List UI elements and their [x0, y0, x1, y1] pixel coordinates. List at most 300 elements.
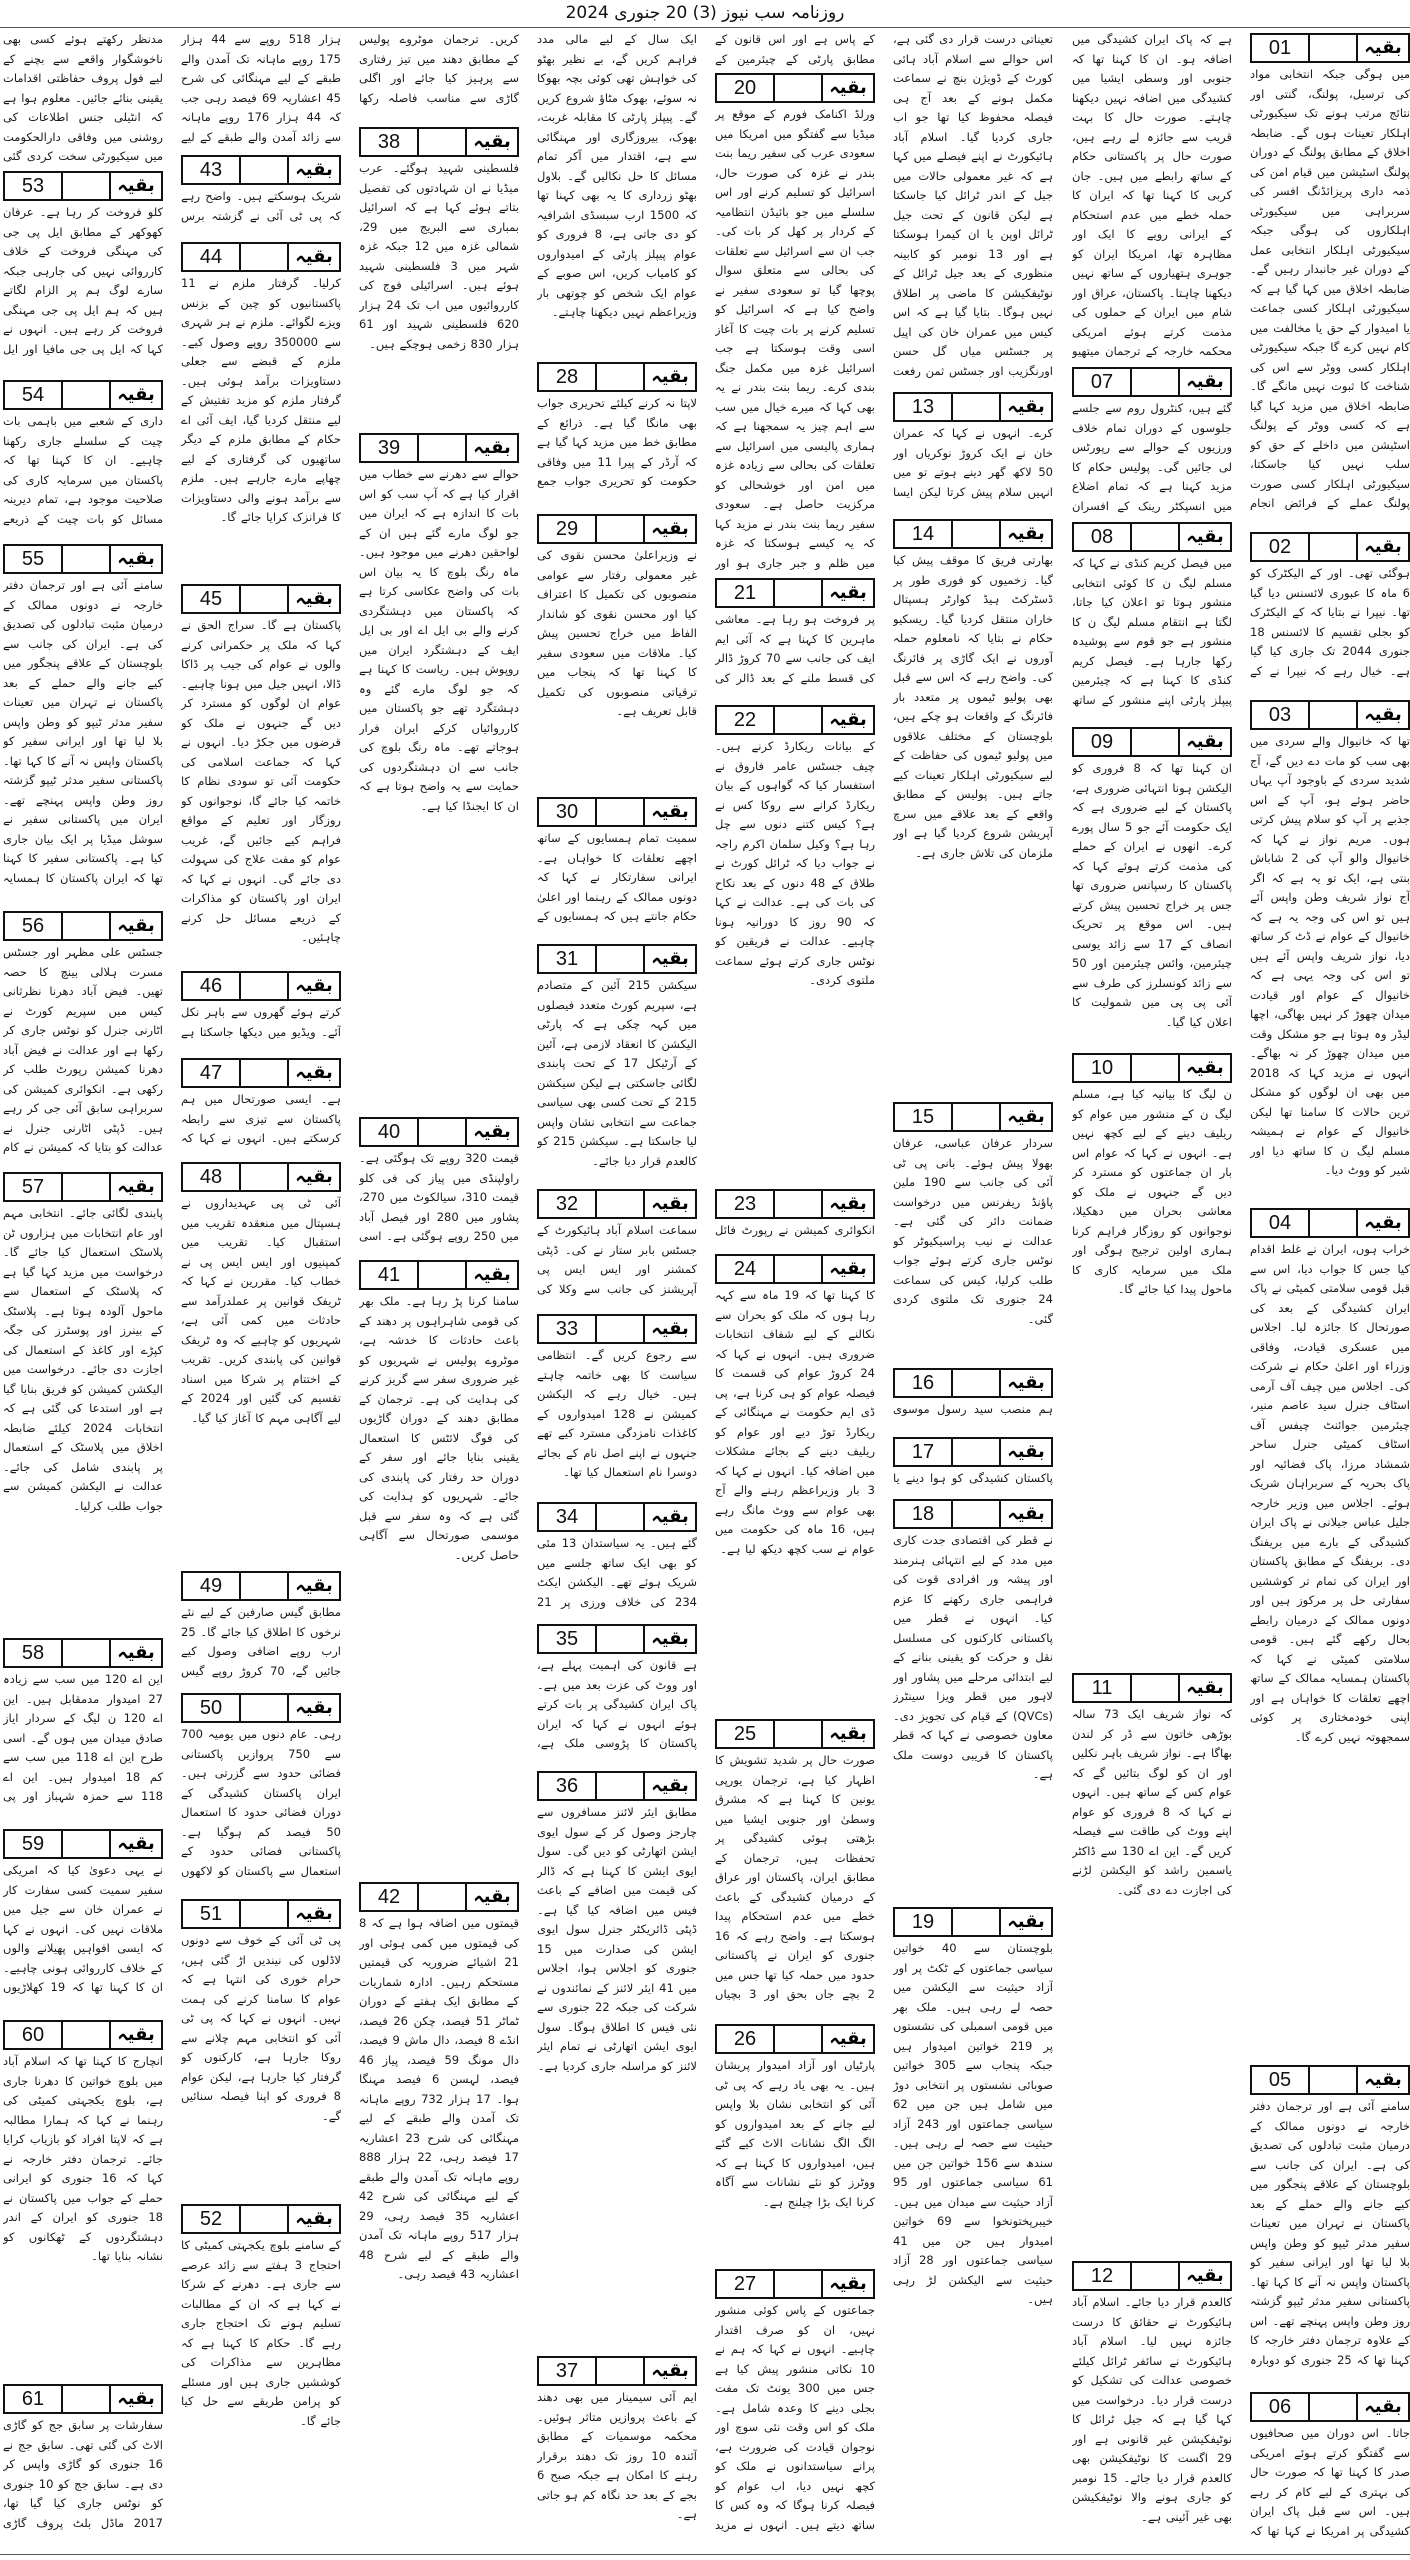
- box-spacer: [63, 1831, 111, 1857]
- column-5: [537, 30, 697, 2552]
- continuation-text: سے رجوع کریں گے۔ انتظامی سیاست کا بھی خاتمہ چاہتے ہیں۔ خیال رہے کہ الیکشن کمیشن نے 128 امیدواروں کے کاغذات نامزدگی مسترد کیے تھے جنہوں نے اپنے اصل نام کے بجائے دوسرا نام استعمال کیا تھا۔: [537, 1348, 697, 1479]
- continuation-number: 40: [361, 1119, 419, 1145]
- continuation-number: 12: [1074, 2263, 1132, 2289]
- continuation-text: مطابق گیس صارفین کے لیے نئے نرخوں کا اطلاق کیا جائے گا۔ 25 ارب روپے اضافی وصول کیے جائیں گے، 70 کروڑ روپے گیس: [181, 1605, 341, 1678]
- continuation-number: 34: [539, 1504, 597, 1530]
- continuation-label: بقیہ: [117, 384, 155, 405]
- column-4: [715, 30, 875, 2552]
- continuation-box: [537, 362, 697, 392]
- box-spacer: [1310, 1210, 1358, 1236]
- box-spacer: [597, 1626, 645, 1652]
- continuation-number: 57: [5, 1174, 63, 1200]
- continuation-box: [3, 2020, 163, 2050]
- column-1: [1250, 30, 1410, 2552]
- continuation-number: 01: [1252, 35, 1310, 61]
- continuation-text: ن لیگ کا بیانیہ کیا ہے، مسلم لیگ ن کے منشور میں عوام کو ریلیف دینے کے لیے کچھ نہیں ہے۔ انہوں نے کہا کہ عوام اس بار ان جماعتوں کو مسترد کر دیں گے جنہوں نے ملک کو معاشی بحران میں دھکیلا، نوجوانوں کو روزگار فراہم کرنا ہماری اولین ترجیح ہوگی اور ملک میں سرمایہ کاری کا ماحول پیدا کیا جائے گا۔: [1072, 1087, 1232, 1296]
- column-3: [893, 30, 1053, 2552]
- box-spacer: [241, 973, 289, 999]
- continuation-text: این اے 120 میں سب سے زیادہ 27 امیدوار مدمقابل ہیں۔ این اے 120 ن لیگ کے سردار ایاز صادق میدان میں ہوں گے۔ اسی طرح این اے 118 میں سب سے کم 18 امیدوار ہیں۔ این اے 118 سے حمزہ شہباز اور پی: [3, 1672, 163, 1803]
- continuation-text: کرے۔ انہوں نے کہا کہ عمران خان نے ایک کروڑ نوکریاں اور 50 لاکھ گھر دینے ہوتے تو میں انہیں سلام پیش کرتا لیکن ایسا: [893, 426, 1053, 499]
- box-spacer: [63, 546, 111, 572]
- box-spacer: [241, 1164, 289, 1190]
- continuation-label: بقیہ: [1364, 1212, 1402, 1233]
- continuation-label: بقیہ: [829, 1723, 867, 1744]
- box-spacer: [953, 1501, 1001, 1527]
- continuation-label: بقیہ: [1007, 1372, 1045, 1393]
- continuation-label: بقیہ: [295, 1062, 333, 1083]
- continuation-box: [181, 1899, 341, 1929]
- continuation-text: ہے قانون کی اہمیت پہلے ہے، اور ووٹ کی عزت بعد میں ہے۔ پاک ایران کشیدگی پر بات کرتے ہوئے انہوں نے کہا کہ ایران پاکستان کا پڑوسی ملک ہے،: [537, 1658, 697, 1750]
- continuation-label: بقیہ: [651, 1318, 689, 1339]
- continuation-label: بقیہ: [1007, 396, 1045, 417]
- continuation-number: 48: [183, 1164, 241, 1190]
- continuation-label: بقیہ: [295, 159, 333, 180]
- continuation-box: [715, 578, 875, 608]
- continuation-box: [181, 1162, 341, 1192]
- continuation-label: بقیہ: [1364, 2069, 1402, 2090]
- continuation-number: 26: [717, 2026, 775, 2052]
- continuation-number: 06: [1252, 2394, 1310, 2420]
- continuation-text: ان کہنا تھا کہ 8 فروری کو الیکشن ہونا انتہائی ضروری ہے، پاکستان کے لیے ضروری ہے کہ ایک حکومت آئے جو 5 سال پورے کرے۔ انھوں نے ایران کے حملے کی مذمت کرتے ہوئے کہا کہ پاکستان کا رسپانس ضروری تھا جس پر خراج تحسین پیش کرتے ہیں۔ اس موقع پر تحریک انصاف کے 17 سے زائد یوسی چیئرمین، وائس چیئرمین اور 50 سے زائد کونسلرز کی طرف سے آئی پی پی میں شمولیت کا اعلان کیا گیا۔: [1072, 761, 1232, 1029]
- continuation-text: سامنے آئی ہے اور ترجمان دفتر خارجہ نے دونوں ممالک کے درمیان مثبت تبادلوں کی تصدیق کی ہے۔ ایران کی جانب سے بلوچستان کے علاقے پنجگور میں کیے جانے والے حملے کے بعد پاکستان نے تہران میں تعینات سفیر مدثر ٹیپو کو وطن واپس بلا لیا تھا اور ایرانی سفیر کو پاکستان واپس نہ آنے کا کہا تھا۔ پاکستانی سفیر مدثر ٹیپو گزشتہ روز وطن واپس پہنچے تھے۔ ایران میں پاکستانی سفیر نے سوشل میڈیا پر ایک بیان جاری کیا ہے۔ پاکستانی سفیر کا کہنا تھا کہ ایران پاکستان کا ہمسایہ: [3, 578, 163, 885]
- box-spacer: [63, 2386, 111, 2412]
- box-spacer: [1310, 534, 1358, 560]
- continuation-number: 10: [1074, 1055, 1132, 1081]
- continuation-box: [1250, 532, 1410, 562]
- continuation-number: 03: [1252, 702, 1310, 728]
- box-spacer: [953, 521, 1001, 547]
- continuation-label: بقیہ: [829, 77, 867, 98]
- continuation-label: بقیہ: [1364, 536, 1402, 557]
- continuation-box: [1072, 2261, 1232, 2291]
- continuation-label: بقیہ: [473, 131, 511, 152]
- continuation-box: [1250, 2065, 1410, 2095]
- column-6: [359, 30, 519, 2552]
- continuation-box: [1250, 1208, 1410, 1238]
- continuation-text: ہے۔ ایسی صورتحال میں ہم پاکستان سے تیزی سے رابطہ کرسکتے ہیں۔ انہوں نے کہا کہ: [181, 1092, 341, 1145]
- continuation-number: 46: [183, 973, 241, 999]
- continuation-text: جماعتوں کے پاس کوئی منشور نہیں، ان کو صرف اقتدار چاہیے۔ انہوں نے کہا کہ ہم نے 10 نکاتی منشور پیش کیا ہے جس میں 300 یونٹ تک مفت بجلی دینے کا وعدہ شامل ہے۔ ملک کو اس وقت نئی سوچ اور نوجوان قیادت کی ضرورت ہے، پرانے سیاستدانوں نے ملک کو کچھ نہیں دیا، اب عوام کو فیصلہ کرنا ہوگا کہ وہ کس کا ساتھ دیتے ہیں۔ انہوں نے مزید: [715, 2303, 875, 2532]
- continuation-number: 56: [5, 913, 63, 939]
- box-spacer: [1310, 2394, 1358, 2420]
- box-spacer: [953, 394, 1001, 420]
- continuation-number: 09: [1074, 729, 1132, 755]
- lead-text: مدنظر رکھتے ہوئے کسی بھی ناخوشگوار واقعے سے بچنے کے لیے فول پروف حفاظتی اقدامات یقینی بنائے جائیں۔ معلوم ہوا ہے کہ انٹیلی جنس اطلاعات کی روشنی میں وفاقی دارالحکومت میں سیکیورٹی سخت کردی گئی: [3, 32, 163, 163]
- continuation-label: بقیہ: [829, 2273, 867, 2294]
- continuation-number: 61: [5, 2386, 63, 2412]
- continuation-box: [715, 73, 875, 103]
- continuation-box: [3, 2384, 163, 2414]
- box-spacer: [63, 173, 111, 199]
- continuation-label: بقیہ: [295, 588, 333, 609]
- continuation-text: تھا کہ خانیوال والے سردی میں بھی سب کو مات دے دیں گے، آج شدید سردی کے باوجود آپ یہاں حاضر ہوئے ہو، آپ کے اس جذبے پر آپ کو سلام پیش کرتی ہوں۔ مریم نواز نے کہا کہ خانیوال والو آپ کی 2 شاباش بنتی ہے، ایک تو یہ ہے کہ اگر آج نواز شریف وطن واپس آئے ہیں تو اس کی وجہ یہ ہے کہ خانیوال کے عوام نے ڈٹ کر ساتھ دیا، نواز شریف واپس آئے ہیں تو اس کی وجہ یہی ہے کہ خانیوال کے عوام اور قیادت میدان چھوڑ کر نہیں بھاگی، اچھا لیڈر وہ ہوتا ہے جو مشکل وقت میں میدان چھوڑ کر نہ بھاگے۔ انہوں نے مزید کہا کہ 2018 میں بھی ان لوگوں کو مشکل ترین حالات کا سامنا تھا لیکن خانیوال کے عوام نے ہمیشہ مسلم لیگ ن کا ساتھ دیا اور شیر کو ووٹ دیا۔: [1250, 734, 1410, 1177]
- continuation-box: [537, 514, 697, 544]
- box-spacer: [953, 1370, 1001, 1396]
- continuation-number: 15: [895, 1104, 953, 1130]
- continuation-number: 08: [1074, 524, 1132, 550]
- continuation-box: [359, 1117, 519, 1147]
- continuation-label: بقیہ: [473, 1264, 511, 1285]
- continuation-text: نے یہی دعویٰ کیا کہ امریکی سفیر سمیت کسی سفارت کار نے عمران خان سے جیل میں ملاقات نہیں کی۔ انہوں نے کہا کہ ایسی افواہیں پھیلانے والوں کے خلاف کارروائی ہونی چاہیے۔ ان کا کہنا تھا کہ 19 کھلاڑیوں: [3, 1863, 163, 1994]
- box-spacer: [419, 129, 467, 155]
- continuation-box: [537, 944, 697, 974]
- continuation-box: [181, 1058, 341, 1088]
- continuation-number: 36: [539, 1773, 597, 1799]
- continuation-text: گئے ہیں۔ یہ سیاستدان 13 مئی کو بھی ایک ساتھ جلسے میں شریک ہوئے تھے۔ الیکشن ایکٹ 234 کی خلاف ورزی پر 21: [537, 1536, 697, 1609]
- box-spacer: [1310, 2067, 1358, 2093]
- continuation-text: خراب ہوں، ایران نے غلط اقدام کیا جس کا جواب دیا، اس سے قبل قومی سلامتی کمیٹی نے پاک ایران کشیدگی کے بعد کی صورتحال کا جائزہ لیا۔ اجلاس میں عسکری قیادت، وفاقی وزراء اور اعلیٰ حکام نے شرکت کی۔ اجلاس میں چیف آف آرمی اسٹاف جنرل سید عاصم منیر، چیئرمین جوائنٹ چیفس آف اسٹاف کمیٹی جنرل ساحر شمشاد مرزا، پاک فضائیہ اور پاک بحریہ کے سربراہان شریک ہوئے۔ اجلاس میں وزیر خارجہ جلیل عباس جیلانی نے پاک ایران کشیدگی کے بارے میں بریفنگ دی۔ بریفنگ کے مطابق پاکستان اور ایران کی تمام تر کوششیں سفارتی حل پر مرکوز ہیں اور دونوں ممالک کے درمیان رابطے بحال رکھے گئے ہیں۔ قومی سلامتی کمیٹی نے کہا کہ پاکستان ہمسایہ ممالک کے ساتھ اچھے تعلقات کا خواہاں ہے اور اپنی خودمختاری پر کوئی سمجھوتہ نہیں کرے گا۔: [1250, 1242, 1410, 1744]
- continuation-text: میں ہوگی جبکہ انتخابی مواد کی ترسیل، پولنگ، گنتی اور نتائج مرتب ہونے تک سیکیورٹی اہلکار تعینات ہوں گے۔ ضابطہ اخلاق کے مطابق پولنگ کے دوران پولنگ اسٹیشن میں قیام امن کی ذمہ داری پریزائڈنگ افسر کی سربراہی میں سیکیورٹی اہلکاروں کی ہوگی جبکہ سیکیورٹی اہلکار انتخابی عمل کے دوران غیر جانبدار رہیں گے۔ ضابطہ اخلاق میں کہا گیا ہے کہ سیکیورٹی اہلکار کسی جماعت یا امیدوار کے حق یا مخالفت میں کام نہیں کرے گا جبکہ سیکیورٹی اہلکار کسی ووٹر سے اس کی شناخت کا ثبوت نہیں مانگے گا۔ ضابطہ اخلاق میں مزید کہا گیا ہے کہ کسی ووٹر کے پولنگ اسٹیشن میں داخلے کے حق کو سلب نہیں کیا جاسکتا، سیکیورٹی اہلکار کسی صورت پولنگ عملے کے فرائض انجام: [1250, 67, 1410, 510]
- continuation-box: [359, 127, 519, 157]
- continuation-box: [1250, 2392, 1410, 2422]
- box-spacer: [1310, 702, 1358, 728]
- continuation-label: بقیہ: [651, 1775, 689, 1796]
- continuation-text: کہ نواز شریف ایک 73 سالہ بوڑھی خاتون سے ڈر کر لندن بھاگا ہے۔ نواز شریف باہر نکلیں اور ان کو لوگ بتائیں گے کہ عوام کس کے ساتھ ہیں۔ انہوں نے کہا کہ 8 فروری کو عوام اپنے ووٹ کی طاقت سے فیصلہ کریں گے۔ این اے 130 سے ڈاکٹر یاسمین راشد کو الیکشن لڑنے کی اجازت دے دی گئی۔: [1072, 1707, 1232, 1897]
- continuation-label: بقیہ: [1364, 704, 1402, 725]
- box-spacer: [1132, 2263, 1180, 2289]
- continuation-number: 16: [895, 1370, 953, 1396]
- continuation-text: پابندی لگائی جائے۔ انتخابی مہم اور عام انتخابات میں ہزاروں ٹن پلاسٹک استعمال کیا جائے گا۔ درخواست میں مزید کہا گیا ہے کہ پلاسٹک کے استعمال سے ماحول آلودہ ہوتا ہے۔ پلاسٹک کے بینرز اور پوسٹرز کی جگہ کپڑے اور کاغذ کے استعمال کی اجازت دی جائے۔ درخواست میں الیکشن کمیشن کو فریق بنایا گیا ہے اور استدعا کی گئی ہے کہ انتخابات 2024 کیلئے ضابطہ اخلاق میں پلاسٹک کے استعمال پر پابندی شامل کی جائے۔ عدالت نے الیکشن کمیشن سے جواب طلب کرلیا۔: [3, 1206, 163, 1513]
- continuation-number: 24: [717, 1256, 775, 1282]
- continuation-number: 53: [5, 173, 63, 199]
- continuation-label: بقیہ: [117, 2024, 155, 2045]
- continuation-text: لاپتا نہ کرنے کیلئے تحریری جواب بھی مانگا گیا ہے۔ ذرائع کے مطابق خط میں مزید کہا گیا ہے کہ آرڈر کے پیرا 11 میں وفاقی حکومت کو تحریری جواب جمع: [537, 396, 697, 488]
- continuation-number: 37: [539, 2358, 597, 2384]
- box-spacer: [63, 1640, 111, 1666]
- continuation-label: بقیہ: [1186, 731, 1224, 752]
- continuation-number: 31: [539, 946, 597, 972]
- box-spacer: [241, 586, 289, 612]
- continuation-label: بقیہ: [1007, 523, 1045, 544]
- box-spacer: [1132, 1675, 1180, 1701]
- box-spacer: [597, 1316, 645, 1342]
- box-spacer: [1132, 524, 1180, 550]
- box-spacer: [241, 1695, 289, 1721]
- continuation-label: بقیہ: [1186, 1677, 1224, 1698]
- box-spacer: [419, 435, 467, 461]
- continuation-label: بقیہ: [651, 801, 689, 822]
- continuation-text: فلسطینی شہید ہوگئے۔ عرب میڈیا نے ان شہادتوں کی تفصیل بتاتے ہوئے کہا ہے کہ اسرائیل بمباری سے البریج میں 29، شمالی غزہ میں 12 جبکہ غزہ شہر میں 3 فلسطینی شہید ہوئے ہیں۔ اسرائیلی فوج کی کارروائیوں میں اب تک 24 ہزار 620 فلسطینی شہید اور 61 ہزار 830 زخمی ہوچکے ہیں۔: [359, 161, 519, 351]
- continuation-label: بقیہ: [1186, 371, 1224, 392]
- continuation-number: 55: [5, 546, 63, 572]
- continuation-label: بقیہ: [117, 548, 155, 569]
- box-spacer: [1132, 729, 1180, 755]
- continuation-box: [181, 584, 341, 614]
- continuation-text: کا کہنا تھا کہ 19 ماہ سے کہہ رہا ہوں کہ ملک کو بحران سے نکالنے کے لیے شفاف انتخابات ضروری ہیں۔ انہوں نے کہا کہ 24 کروڑ عوام کی قسمت کا فیصلہ عوام کو ہی کرنا ہے، پی ڈی ایم حکومت نے مہنگائی کے ریکارڈ توڑ دیے اور عوام کو ریلیف دینے کے بجائے مشکلات میں اضافہ کیا۔ انہوں نے کہا کہ 3 بار وزیراعظم رہنے والے آج بھی عوام سے ووٹ مانگ رہے ہیں، 16 ماہ کی حکومت میں عوام نے سب کچھ دیکھ لیا ہے۔: [715, 1288, 875, 1556]
- continuation-label: بقیہ: [829, 582, 867, 603]
- continuation-box: [715, 2024, 875, 2054]
- continuation-number: 04: [1252, 1210, 1310, 1236]
- continuation-text: ہوگئی تھی۔ اور کے الیکٹرک کو 6 ماہ کا عبوری لائسنس دیا گیا تھا۔ نیپرا نے بتایا کہ کے الیکٹرک کو بجلی تقسیم کا لائسنس 18 جنوری 2044 تک جاری کیا گیا ہے۔ خیال رہے کہ نیپرا نے کے: [1250, 566, 1410, 678]
- continuation-number: 28: [539, 364, 597, 390]
- continuation-box: [3, 380, 163, 410]
- continuation-number: 33: [539, 1316, 597, 1342]
- box-spacer: [241, 1573, 289, 1599]
- box-spacer: [1132, 369, 1180, 395]
- continuation-label: بقیہ: [651, 1506, 689, 1527]
- continuation-box: [537, 1624, 697, 1654]
- box-spacer: [775, 580, 823, 606]
- continuation-text: سفارشات پر سابق جج کو گاڑی الاٹ کی گئی تھی۔ سابق جج نے 16 جنوری کو گاڑی واپس کر دی ہے۔ سابق جج کو 10 جنوری کو نوٹس جاری کیا گیا تھا، 2017 ماڈل بلٹ پروف گاڑی: [3, 2418, 163, 2530]
- continuation-box: [3, 1172, 163, 1202]
- continuation-label: بقیہ: [473, 1886, 511, 1907]
- continuation-number: 05: [1252, 2067, 1310, 2093]
- continuation-label: بقیہ: [295, 975, 333, 996]
- masthead: [0, 0, 1410, 28]
- continuation-text: قیمت 320 روپے تک ہوگئی ہے۔ راولپنڈی میں پیاز کی فی کلو قیمت 310، سیالکوٹ میں 270، پشاور میں 280 اور فیصل آباد میں 250 روپے ہوگئی ہے۔ اسی: [359, 1151, 519, 1243]
- continuation-number: 02: [1252, 534, 1310, 560]
- continuation-number: 32: [539, 1191, 597, 1217]
- continuation-box: [181, 155, 341, 185]
- continuation-label: بقیہ: [473, 1121, 511, 1142]
- continuation-text: داری کے شعبے میں باہمی بات چیت کے سلسلے جاری رکھنا چاہیے۔ ان کا کہنا تھا کہ پاکستان میں سرمایہ کاری کی صلاحیت موجود ہے، تمام دیرینہ مسائل کو بات چیت کے ذریعے: [3, 414, 163, 526]
- continuation-number: 39: [361, 435, 419, 461]
- box-spacer: [63, 913, 111, 939]
- box-spacer: [419, 1884, 467, 1910]
- box-spacer: [775, 2026, 823, 2052]
- lead-text: کے پاس ہے اور اس قانون کے مطابق پارٹی کے چیئرمین کے: [715, 32, 875, 66]
- continuation-box: [359, 1882, 519, 1912]
- continuation-text: پارٹیاں اور آزاد امیدوار پریشان ہیں۔ یہ بھی یاد رہے کہ پی ٹی آئی کو انتخابی نشان بلا واپس لیے جانے کے بعد امیدواروں کو الگ الگ نشانات الاٹ کیے گئے ہیں، امیدواروں کا کہنا ہے کہ ووٹرز کو نئے نشانات سے آگاہ کرنا ایک بڑا چیلنج ہے۔: [715, 2058, 875, 2209]
- continuation-box: [1072, 1053, 1232, 1083]
- continuation-text: انچارج کا کہنا تھا کہ اسلام آباد میں بلوچ خواتین کا دھرنا جاری ہے، بلوچ یکجہتی کمیٹی کی رہنما نے کہا کہ ہمارا مطالبہ ہے کہ لاپتا افراد کو بازیاب کرایا جائے۔ ترجمان دفتر خارجہ نے کہا کہ 16 جنوری کو ایرانی حملے کے جواب میں پاکستان نے 18 جنوری کو ایران کے اندر دہشتگردوں کے ٹھکانوں کو نشانہ بنایا تھا۔: [3, 2054, 163, 2263]
- continuation-number: 45: [183, 586, 241, 612]
- box-spacer: [597, 516, 645, 542]
- continuation-box: [537, 797, 697, 827]
- continuation-label: بقیہ: [117, 1833, 155, 1854]
- continuation-label: بقیہ: [117, 1642, 155, 1663]
- continuation-label: بقیہ: [295, 1575, 333, 1596]
- box-spacer: [63, 382, 111, 408]
- box-spacer: [241, 244, 289, 270]
- continuation-box: [715, 2269, 875, 2299]
- continuation-box: [537, 1189, 697, 1219]
- continuation-number: 50: [183, 1695, 241, 1721]
- continuation-text: حوالے سے دھرنے سے خطاب میں اقرار کیا ہے کہ آپ سب کو اس بات کا اندازہ ہے کہ ایران میں جو لوگ مارے گئے ہیں ان کے لواحقین دھرنے میں موجود ہیں۔ ماہ رنگ بلوچ کا یہ بیان اس بات کی واضح عکاسی کرتا ہے کہ پاکستان میں دہشتگردی کرنے والے بی ایل اے اور بی ایل ایف کے دہشتگرد ایران میں روپوش ہیں۔ ریاست کا کہنا ہے کہ جو لوگ مارے گئے وہ دہشتگرد تھے جو پاکستان میں کارروائیاں کرکے ایران فرار ہوجاتے تھے۔ ماہ رنگ بلوچ کی جانب سے ان دہشتگردوں کی حمایت سے یہ واضح ہوتا ہے کہ ان کا ایجنڈا کیا ہے۔: [359, 467, 519, 813]
- continuation-text: سمیت تمام ہمسایوں کے ساتھ اچھے تعلقات کا خواہاں ہے۔ ایرانی سفارتکار نے کہا کہ دونوں ممالک کے رہنما اور اعلیٰ حکام جانتے ہیں کہ ہمسایوں کے: [537, 831, 697, 923]
- continuation-label: بقیہ: [473, 437, 511, 458]
- continuation-number: 30: [539, 799, 597, 825]
- lead-text: ایک سال کے لیے مالی مدد فراہم کریں گے، بے نظیر بھٹو کی خواہش تھی کوئی بچہ بھوکا نہ سوئے، بھوک مٹاؤ شروع کریں گے۔ پیپلز پارٹی کا مقابلہ غربت، بھوک، بیروزگاری اور مہنگائی سے ہے، اقتدار میں آکر تمام مسائل کا حل نکالیں گے۔ بلاول بھٹو زرداری کا یہ بھی کہنا تھا کہ 1500 ارب سبسڈی اشرافیہ کو دی جاتی ہے، 8 فروری کو عوام پیپلز پارٹی کے امیدواروں کو کامیاب کریں، اس صوبے کے عوام ایک شخص کو چوتھی بار وزیراعظم نہیں دیکھنا چاہتے۔: [537, 32, 697, 319]
- continuation-box: [537, 1314, 697, 1344]
- continuation-box: [893, 1368, 1053, 1398]
- continuation-number: 52: [183, 2206, 241, 2232]
- continuation-text: میں فیصل کریم کنڈی نے کہا کہ مسلم لیگ ن کا کوئی انتخابی منشور ہوتا تو اعلان کیا جاتا، لگتا ہے انتقام مسلم لیگ ن کا منشور ہے جو قوم سے پوشیدہ رکھا جارہا ہے۔ فیصل کریم کنڈی کا کہنا ہے کہ چیئرمین پیپلز پارٹی اپنے منشور کے ساتھ: [1072, 556, 1232, 707]
- continuation-box: [715, 1254, 875, 1284]
- box-spacer: [953, 1909, 1001, 1935]
- continuation-box: [1072, 367, 1232, 397]
- continuation-label: بقیہ: [1007, 1441, 1045, 1462]
- continuation-number: 20: [717, 75, 775, 101]
- box-spacer: [775, 75, 823, 101]
- box-spacer: [63, 2022, 111, 2048]
- continuation-number: 23: [717, 1191, 775, 1217]
- continuation-number: 14: [895, 521, 953, 547]
- box-spacer: [953, 1439, 1001, 1465]
- continuation-text: کے سامنے بلوچ یکجہتی کمیٹی کا احتجاج 3 ہفتے سے زائد عرصے سے جاری ہے۔ دھرنے کے شرکا نے کہا ہے کہ ان کے مطالبات تسلیم ہونے تک احتجاج جاری رہے گا۔ حکام کا کہنا ہے کہ مظاہرین سے مذاکرات کی کوششیں جاری ہیں اور مسئلے کو پرامن طریقے سے حل کیا جائے گا۔: [181, 2238, 341, 2428]
- column-7: [181, 30, 341, 2552]
- continuation-text: پاکستان ہے گا۔ سراج الحق نے کہا کہ ملک پر حکمرانی کرنے والوں نے عوام کی جیب پر ڈاکا ڈالا، انہیں جیل میں ہونا چاہیے۔ عوام ان لوگوں کو مسترد کر دیں گے جنہوں نے ملک کو قرضوں میں جکڑ دیا۔ انہوں نے کہا کہ جماعت اسلامی کی حکومت آئی تو سودی نظام کا خاتمہ کیا جائے گا، نوجوانوں کو روزگار اور تعلیم کے مواقع فراہم کیے جائیں گے، غریب عوام کو مفت علاج کی سہولت دی جائے گی۔ انہوں نے کہا کہ ایران اور پاکستان کو مذاکرات کے ذریعے مسائل حل کرنے چاہئیں۔: [181, 618, 341, 944]
- continuation-box: [181, 2204, 341, 2234]
- continuation-number: 17: [895, 1439, 953, 1465]
- continuation-label: بقیہ: [295, 1697, 333, 1718]
- continuation-number: 51: [183, 1901, 241, 1927]
- continuation-text: مطابق ایئر لائنز مسافروں سے چارجز وصول کر کے سول ایوی ایشن اتھارٹی کو دیں گی۔ سول ایوی ایشن کا کہنا ہے کہ ڈالر کی قیمت میں اضافے کے باعث فیس میں اضافہ کیا گیا ہے۔ ڈپٹی ڈائریکٹر جنرل سول ایوی ایشن کی صدارت میں 15 جنوری کو اجلاس ہوا، اجلاس میں 41 ایئر لائنز کے نمائندوں نے شرکت کی جبکہ 22 جنوری سے نئی فیس کا اطلاق ہوگا۔ سول ایوی ایشن اتھارٹی نے تمام ایئر لائنز کو مراسلہ جاری کردیا ہے۔: [537, 1805, 697, 2073]
- continuation-text: کلو فروخت کر رہا ہے۔ عرفان کھوکھر کے مطابق ایل پی جی کی مہنگی فروخت کے خلاف کارروائی نہیں کی جارہی جبکہ سارے لوگ ہم پر الزام لگاتے ہیں کہ ہم ایل پی جی مہنگی فروخت کر رہے ہیں۔ انہوں نے کہا کہ ایل پی جی مافیا اور ایل: [3, 205, 163, 356]
- continuation-box: [1072, 727, 1232, 757]
- continuation-text: جسٹس علی مظہر اور جسٹس مسرت ہلالی بینچ کا حصہ تھیں۔ فیض آباد دھرنا نظرثانی کیس میں سپریم کورٹ نے اٹارنی جنرل کو نوٹس جاری کر رکھا ہے اور عدالت نے فیض آباد دھرنا کمیشن رپورٹ طلب کر رکھی ہے۔ انکوائری کمیشن کی سربراہی سابق آئی جی کر رہے ہیں۔ ڈپٹی اٹارنی جنرل نے عدالت کو بتایا کہ کمیشن نے کام: [3, 945, 163, 1154]
- continuation-label: بقیہ: [651, 1193, 689, 1214]
- continuation-label: بقیہ: [1186, 2265, 1224, 2286]
- continuation-text: بلوچستان سے 40 خواتین سیاسی جماعتوں کے ٹکٹ پر اور آزاد حیثیت سے الیکشن میں حصہ لے رہی ہیں۔ ملک بھر میں قومی اسمبلی کی نشستوں پر 219 خواتین امیدوار ہیں جبکہ پنجاب سے 305 خواتین صوبائی نشستوں پر انتخابی دوڑ میں شامل ہیں جن میں 62 سیاسی جماعتوں اور 243 آزاد حیثیت سے حصہ لے رہی ہیں۔ سندھ سے 156 خواتین جن میں 61 سیاسی جماعتوں اور 95 آزاد حیثیت سے میدان میں ہیں۔ خیبرپختونخوا سے 69 خواتین امیدوار ہیں جن میں 41 سیاسی جماعتوں اور 28 آزاد حیثیت سے الیکشن لڑ رہی ہیں۔: [893, 1941, 1053, 2306]
- continuation-text: آئی ٹی پی عہدیداروں نے ہسپتال میں منعقدہ تقریب میں استقبال کیا۔ تقریب میں کمپنیوں اور ایس ایس پی نے خطاب کیا۔ مقررین نے کہا کہ ٹریفک قوانین پر عملدرآمد سے حادثات میں کمی آئی ہے، شہریوں کو چاہیے کہ وہ ٹریفک قوانین کی پابندی کریں۔ تقریب کے اختتام پر شرکا میں اسناد تقسیم کی گئیں اور 2024 کے لیے آگاہی مہم کا آغاز کیا گیا۔: [181, 1196, 341, 1425]
- continuation-number: 59: [5, 1831, 63, 1857]
- box-spacer: [775, 1721, 823, 1747]
- box-spacer: [63, 1174, 111, 1200]
- continuation-text: گئے ہیں، کنٹرول روم سے جلسے جلوسوں کے دوران تمام خلاف ورزیوں کے حوالے سے رپورٹس لی جائیں گی۔ پولیس حکام کا مزید کہنا ہے کہ تمام اضلاع میں انسپکٹر رینک کے افسران: [1072, 401, 1232, 513]
- continuation-box: [359, 433, 519, 463]
- box-spacer: [1132, 1055, 1180, 1081]
- lead-text: ہے کہ پاک ایران کشیدگی میں اضافہ ہو۔ ان کا کہنا تھا کہ جنوبی اور وسطی ایشیا میں کشیدگی میں اضافہ نہیں دیکھنا چاہتے۔ صورت حال کا بہت قریب سے جائزہ لے رہے ہیں، صورت حال پر پاکستانی حکام کے ساتھ رابطے میں ہیں۔ جان کربی کا کہنا تھا کہ ایران کا حملہ خطے میں عدم استحکام کے ایرانی رویے کا ایک اور مظاہرہ تھا، امریکا ایران کو جوہری ہتھیاروں کے ساتھ نہیں دیکھنا چاہتا۔ پاکستان، عراق اور شام میں ایران کے حملوں کی مذمت کرتے ہوئے امریکی محکمہ خارجہ کے ترجمان میتھیو: [1072, 32, 1232, 358]
- continuation-label: بقیہ: [295, 1166, 333, 1187]
- continuation-text: انکوائری کمیشن نے رپورٹ فائل: [715, 1223, 875, 1237]
- continuation-label: بقیہ: [651, 948, 689, 969]
- column-2: [1072, 30, 1232, 2552]
- continuation-label: بقیہ: [1364, 37, 1402, 58]
- continuation-box: [3, 171, 163, 201]
- header-rule: [0, 27, 1410, 28]
- continuation-box: [1250, 700, 1410, 730]
- continuation-number: 60: [5, 2022, 63, 2048]
- footer-rule: [0, 2554, 1410, 2555]
- continuation-number: 11: [1074, 1675, 1132, 1701]
- continuation-number: 18: [895, 1501, 953, 1527]
- continuation-label: بقیہ: [117, 915, 155, 936]
- continuation-number: 21: [717, 580, 775, 606]
- continuation-box: [537, 2356, 697, 2386]
- continuation-label: بقیہ: [829, 2028, 867, 2049]
- continuation-label: بقیہ: [295, 246, 333, 267]
- continuation-number: 38: [361, 129, 419, 155]
- continuation-box: [3, 911, 163, 941]
- continuation-number: 49: [183, 1573, 241, 1599]
- continuation-number: 58: [5, 1640, 63, 1666]
- continuation-box: [1072, 522, 1232, 552]
- continuation-text: بھارتی فریق کا موقف پیش کیا گیا۔ زخمیوں کو فوری طور پر ڈسٹرکٹ ہیڈ کوارٹر ہسپتال خاران منتقل کردیا گیا۔ ریسکیو حکام نے بتایا کہ نامعلوم حملہ آوروں نے ایک گاڑی پر فائرنگ کی۔ واضح رہے کہ اس سے قبل بھی پولیو ٹیموں پر متعدد بار فائرنگ کے واقعات ہو چکے ہیں، بلوچستان کے مختلف علاقوں میں پولیو ٹیموں کی حفاظت کے لیے سیکیورٹی اہلکار تعینات کیے جاتے ہیں۔ پولیس کے مطابق واقعے کے بعد علاقے میں سرچ آپریشن شروع کردیا گیا ہے اور ملزمان کی تلاش جاری ہے۔: [893, 553, 1053, 860]
- continuation-text: ورلڈ اکنامک فورم کے موقع پر میڈیا سے گفتگو میں امریکا میں سعودی عرب کی سفیر ریما بنت بندر نے غزہ کی صورت حال، اسرائیل کو تسلیم کرنے اور اس سلسلے میں جو بائیڈن انتظامیہ کے کردار پر کھل کر بات کی۔ جب ان سے اسرائیل سے تعلقات کی بحالی سے متعلق سوال پوچھا گیا تو سعودی سفیر نے واضح کیا ہے کہ اسرائیل کو تسلیم کرنے پر بات چیت کا آغاز اسی وقت ہوسکتا ہے جب اسرائیل غزہ میں مکمل جنگ بندی کرے۔ ریما بنت بندر نے یہ بھی کہا کہ میرے خیال میں سب سے اہم چیز یہ سمجھنا ہے کہ ہماری پالیسی میں اسرائیل سے تعلقات کی بحالی سے زیادہ غزہ میں امن اور خوشحالی کو مرکزیت حاصل ہے۔ سعودی سفیر ریما بنت بندر نے مزید کہا کہ یہ کیسے ہوسکتا کہ غزہ میں ظلم و جبر جاری ہو اور: [715, 107, 875, 570]
- box-spacer: [597, 799, 645, 825]
- continuation-number: 43: [183, 157, 241, 183]
- continuation-text: کرلیا۔ گرفتار ملزم نے 11 پاکستانیوں کو چین کے بزنس ویزے لگوائے۔ ملزم نے ہر شہری سے 350000 روپے وصول کیے۔ ملزم کے قبضے سے جعلی دستاویزات برآمد ہوئی ہیں۔ گرفتار ملزم کو مزید تفتیش کے لیے منتقل کردیا گیا، ایف آئی اے حکام کے مطابق ملزم کے دیگر ساتھیوں کی گرفتاری کے لیے چھاپے مارے جارہے ہیں۔ ملزم سے برآمد ہونے والی دستاویزات کا فرانزک کرایا جائے گا۔: [181, 276, 341, 524]
- continuation-label: بقیہ: [1186, 1057, 1224, 1078]
- lead-text: تعیناتی درست قرار دی گئی ہے، اس حوالے سے اسلام آباد ہائی کورٹ کے ڈویژن بنچ نے سماعت مکمل ہونے کے بعد آج ہی فیصلہ محفوظ کیا تھا جو اب جاری کردیا گیا۔ اسلام آباد ہائیکورٹ نے اپنے فیصلے میں کہا ہے کہ غیر معمولی حالات میں جیل کے اندر ٹرائل کیا جاسکتا ہے لیکن قانون کے تحت جیل ٹرائل اوپن یا ان کیمرا ہوسکتا ہے اور 13 نومبر کو کابینہ منظوری کے بعد جیل ٹرائل کے نوٹیفکیشن کا ماضی پر اطلاق نہیں ہوگا۔ بتایا گیا ہے کہ اس کیس میں عمران خان کی اپیل پر جسٹس میاں گل حسن اورنگزیب اور جسٹس ثمن رفعت: [893, 32, 1053, 378]
- continuation-label: بقیہ: [651, 2360, 689, 2381]
- continuation-number: 41: [361, 1262, 419, 1288]
- continuation-box: [893, 1437, 1053, 1467]
- box-spacer: [597, 364, 645, 390]
- box-spacer: [597, 1191, 645, 1217]
- box-spacer: [597, 1773, 645, 1799]
- continuation-box: [715, 1189, 875, 1219]
- box-spacer: [775, 707, 823, 733]
- continuation-text: سیکشن 215 آئین کے متصادم ہے، سپریم کورٹ متعدد فیصلوں میں کہہ چکی ہے کہ پارٹی الیکشن کا انعقاد لازمی ہے، آئین کے آرٹیکل 17 کے تحت پابندی لگائی جاسکتی ہے لیکن سیکشن 215 کے تحت کسی بھی سیاسی جماعت سے انتخابی نشان واپس لیا جاسکتا ہے۔ سیکشن 215 کو کالعدم قرار دیا جائے۔: [537, 978, 697, 1168]
- box-spacer: [597, 1504, 645, 1530]
- continuation-number: 54: [5, 382, 63, 408]
- continuation-label: بقیہ: [117, 2388, 155, 2409]
- box-spacer: [241, 157, 289, 183]
- continuation-label: بقیہ: [1186, 526, 1224, 547]
- continuation-label: بقیہ: [117, 1176, 155, 1197]
- continuation-number: 29: [539, 516, 597, 542]
- lead-text: ہزار 518 روپے سے 44 ہزار 175 روپے ماہانہ تک آمدن والے طبقے کے لیے مہنگائی کی شرح 45 اعشاریہ 69 فیصد رہی جب کہ 44 ہزار 176 روپے ماہانہ سے زائد آمدن والے طبقے کے لیے: [181, 32, 341, 144]
- continuation-box: [893, 1102, 1053, 1132]
- continuation-number: 25: [717, 1721, 775, 1747]
- newspaper-title: روزنامہ سب نیوز (3) 20 جنوری 2024: [565, 3, 845, 23]
- continuation-label: بقیہ: [1364, 2396, 1402, 2417]
- continuation-text: صورت حال پر شدید تشویش کا اظہار کیا ہے، ترجمان یورپی یونین کا کہنا ہے کہ مشرق وسطیٰ اور جنوبی ایشیا میں بڑھتی ہوئی کشیدگی پر تحفظات ہیں، ترجمان کے مطابق ایران، پاکستان اور عراق کے درمیان کشیدگی کے باعث خطے میں عدم استحکام پیدا ہوسکتا ہے۔ واضح رہے کہ 16 جنوری کو ایران نے پاکستانی حدود میں حملہ کیا تھا جس میں 2 بچے جاں بحق اور 3 بچیاں: [715, 1753, 875, 2001]
- continuation-box: [1072, 1673, 1232, 1703]
- continuation-number: 19: [895, 1909, 953, 1935]
- continuation-number: 35: [539, 1626, 597, 1652]
- continuation-box: [181, 1571, 341, 1601]
- continuation-number: 07: [1074, 369, 1132, 395]
- continuation-box: [181, 971, 341, 1001]
- continuation-text: ایم آئی سیمینار میں بھی دھند کے باعث پروازیں متاثر ہوئیں۔ محکمہ موسمیات کے مطابق آئندہ 10 روز تک دھند برقرار رہنے کا امکان ہے جبکہ صبح 6 بجے کے بعد حد نگاہ کم ہو جاتی ہے۔: [537, 2390, 697, 2521]
- continuation-number: 44: [183, 244, 241, 270]
- box-spacer: [597, 2358, 645, 2384]
- continuation-box: [181, 1693, 341, 1723]
- continuation-text: کرتے ہوئے گھروں سے باہر نکل آئے۔ ویڈیو میں دیکھا جاسکتا ہے: [181, 1005, 341, 1039]
- box-spacer: [775, 1256, 823, 1282]
- continuation-label: بقیہ: [829, 1258, 867, 1279]
- continuation-label: بقیہ: [651, 518, 689, 539]
- continuation-box: [3, 544, 163, 574]
- continuation-label: بقیہ: [1007, 1106, 1045, 1127]
- continuation-label: بقیہ: [651, 366, 689, 387]
- box-spacer: [241, 2206, 289, 2232]
- box-spacer: [419, 1119, 467, 1145]
- continuation-box: [181, 242, 341, 272]
- continuation-text: جاتا۔ اس دوران میں صحافیوں سے گفتگو کرتے ہوئے امریکی صدر کا کہنا تھا کہ صورت حال کی بہتری کے لیے کام کر رہے ہیں۔ اس سے قبل پاک ایران کشیدگی پر امریکا نے کہا تھا کہ: [1250, 2426, 1410, 2538]
- continuation-text: پر فروخت ہو رہا ہے۔ معاشی ماہرین کا کہنا ہے کہ آئی ایم ایف کی جانب سے 70 کروڑ ڈالر کی قسط ملنے کے بعد ڈالر کی: [715, 612, 875, 685]
- continuation-label: بقیہ: [1007, 1503, 1045, 1524]
- continuation-box: [1250, 33, 1410, 63]
- continuation-box: [3, 1638, 163, 1668]
- box-spacer: [597, 946, 645, 972]
- box-spacer: [1310, 35, 1358, 61]
- box-spacer: [953, 1104, 1001, 1130]
- continuation-number: 27: [717, 2271, 775, 2297]
- continuation-label: بقیہ: [295, 1903, 333, 1924]
- continuation-box: [893, 519, 1053, 549]
- continuation-text: سماعت اسلام آباد ہائیکورٹ کے جسٹس بابر ستار نے کی۔ ڈپٹی کمشنر اور ایس ایس پی آپریشنز کی جانب سے وکلا کی: [537, 1223, 697, 1296]
- continuation-text: کے بیانات ریکارڈ کرنے ہیں۔ چیف جسٹس عامر فاروق نے استفسار کیا کہ گواہوں کے بیان ریکارڈ کرانے سے روکا کس نے ہے؟ کیس کتنے دنوں سے چل رہا ہے؟ وکیل سلمان اکرم راجہ نے جواب دیا کہ ٹرائل کورٹ نے طلاق کے 48 دنوں کے بعد نکاح کی بات کی ہے۔ عدالت نے کہا کہ 90 روز کا دورانیہ ہونا چاہیے۔ عدالت نے فریقین کو نوٹس جاری کرتے ہوئے سماعت ملتوی کردی۔: [715, 739, 875, 987]
- column-8: [3, 30, 163, 2552]
- continuation-text: سامنا کرنا پڑ رہا ہے۔ ملک بھر کی قومی شاہراہوں پر دھند کے باعث حادثات کا خدشہ ہے، موٹروے پولیس نے شہریوں کو غیر ضروری سفر سے گریز کرنے کی ہدایت کی ہے۔ ترجمان کے مطابق دھند کے دوران گاڑیوں کی فوگ لائٹس کا استعمال یقینی بنایا جائے اور سفر کے دوران حد رفتار کی پابندی کی جائے۔ شہریوں کو ہدایت کی گئی ہے کہ وہ سفر سے قبل موسمی صورتحال سے آگاہی حاصل کریں۔: [359, 1294, 519, 1562]
- continuation-box: [537, 1502, 697, 1532]
- continuation-number: 47: [183, 1060, 241, 1086]
- continuation-label: بقیہ: [829, 709, 867, 730]
- lead-text: کریں۔ ترجمان موٹروے پولیس کے مطابق دھند میں تیز رفتاری سے پرہیز کیا جائے اور اگلی گاڑی سے مناسب فاصلہ رکھا: [359, 32, 519, 105]
- continuation-box: [537, 1771, 697, 1801]
- continuation-box: [893, 1907, 1053, 1937]
- continuation-text: پاکستان کشیدگی کو ہوا دینے یا: [893, 1471, 1053, 1485]
- box-spacer: [775, 2271, 823, 2297]
- continuation-label: بقیہ: [1007, 1911, 1045, 1932]
- continuation-box: [359, 1260, 519, 1290]
- continuation-number: 13: [895, 394, 953, 420]
- continuation-text: کالعدم قرار دیا جائے۔ اسلام آباد ہائیکورٹ نے حقائق کا درست جائزہ نہیں لیا۔ اسلام آباد ہائیکورٹ نے سائفر ٹرائل کیلئے خصوصی عدالت کی تشکیل کو درست قرار دیا۔ درخواست میں کہا گیا ہے کہ جیل ٹرائل کا نوٹیفکیشن غیر قانونی ہے اور 29 اگست کا نوٹیفکیشن بھی کالعدم قرار دیا جائے۔ 15 نومبر کو جاری ہونے والا نوٹیفکیشن بھی غیر آئینی ہے۔: [1072, 2295, 1232, 2524]
